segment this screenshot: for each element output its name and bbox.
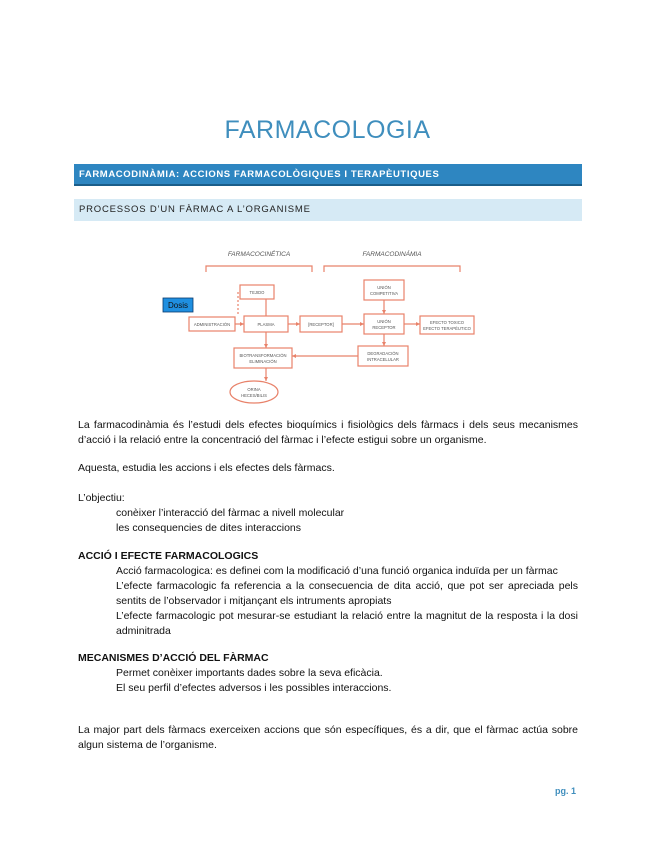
- bracket-farmacocinetica: [206, 266, 312, 272]
- union-receptor-label-1: UNIÓN: [377, 319, 391, 324]
- accio-item: L’efecte farmacologic fa referencia a la consecuencia de dita acció, que pot ser apreciada pels sentits de l’observador i mitjançant els intruments apropiats: [116, 580, 578, 607]
- biotransformacion-label-2: ELIMINACIÓN: [249, 359, 277, 364]
- orina-label-2: HECES/BILIS: [241, 393, 267, 398]
- box-union-competitiva: [364, 280, 404, 300]
- efecto-label-1: EFECTO TOXICO: [430, 320, 464, 325]
- degradacion-label-2: INTRACELULAR: [367, 357, 399, 362]
- box-efecto: [420, 316, 474, 334]
- box-degradacion: [358, 346, 408, 366]
- union-competitiva-label-1: UNIÓN: [377, 285, 391, 290]
- mecanismes-item: Permet conèixer importants dades sobre la seva eficàcia.: [116, 667, 383, 679]
- biotransformacion-label-1: BIOTRANSFORMACIÓN: [239, 353, 287, 358]
- efecto-label-2: EFECTO TERAPÉUTICO: [423, 326, 471, 331]
- subsection-heading: PROCESSOS D’UN FÀRMAC A L’ORGANISME: [74, 199, 582, 221]
- box-biotransformacion: [234, 348, 292, 368]
- tejido-label: TEJIDO: [249, 290, 265, 295]
- mecanismes-item: El seu perfil d’efectes adversos i les possibles interaccions.: [116, 682, 392, 694]
- estudia-paragraph: Aquesta, estudia les accions i els efectes dels fàrmacs.: [78, 462, 335, 474]
- orina-label-1: ORINA: [247, 387, 261, 392]
- objectiu-item: les consequencies de dites interaccions: [116, 522, 302, 534]
- pharmacology-process-diagram: [162, 240, 507, 412]
- receptor-label: [RECEPTOR]: [308, 322, 334, 327]
- objectiu-label: L’objectiu:: [78, 492, 125, 504]
- box-union-receptor: [364, 314, 404, 334]
- accio-heading: ACCIÓ I EFECTE FARMACOLOGICS: [78, 550, 259, 562]
- objectiu-item: conèixer l’interacció del fàrmac a nivell molecular: [116, 507, 345, 519]
- union-competitiva-label-2: COMPETITIVA: [369, 291, 399, 296]
- section-heading: FARMACODINÀMIA: ACCIONS FARMACOLÒGIQUES I TERAPÈUTIQUES: [74, 164, 582, 186]
- bracket-farmacodinamia: [324, 266, 460, 272]
- plasma-label: PLASMA: [257, 322, 275, 327]
- dosis-label: Dosis: [167, 301, 189, 310]
- objectiu-section: [78, 491, 578, 536]
- mecanismes-heading: MECANISMES D’ACCIÓ DEL FÀRMAC: [78, 652, 269, 664]
- accio-item: L’efecte farmacologic pot mesurar-se estudiant la relació entre la magnitut de la resposta i la dosi adminitrada: [116, 610, 578, 637]
- label-farmacocinetica: FARMACOCINÉTICA: [227, 251, 291, 258]
- administracion-label: ADMINISTRACIÓN: [193, 322, 231, 327]
- mecanismes-section: [78, 651, 578, 696]
- accio-section: [78, 549, 578, 639]
- page-number: pg. 1: [555, 786, 577, 796]
- degradacion-label-1: DEGRADACIÓN: [367, 351, 399, 356]
- page-title: FARMACOLOGIA: [224, 116, 431, 144]
- label-farmacodinamia: FARMACODINÁMIA: [362, 251, 422, 258]
- final-paragraph: La major part dels fàrmacs exerceixen accions que són específiques, és a dir, que el fàrmac actúa sobre algun sistema de l’organisme.: [78, 724, 578, 751]
- intro-paragraph: La farmacodinàmia és l’estudi dels efectes bioquímics i fisiològics dels fàrmacs i dels seus mecanismes d’acció i la relació entre la concentració del fàrmac i l’efecte estigui sobre un organisme.: [78, 419, 578, 446]
- union-receptor-label-2: RECEPTOR: [372, 325, 396, 330]
- accio-item: Acció farmacologica: es definei com la modificació d’una funció organica induïda per un fàrmac: [116, 565, 558, 577]
- box-orina: [230, 381, 278, 403]
